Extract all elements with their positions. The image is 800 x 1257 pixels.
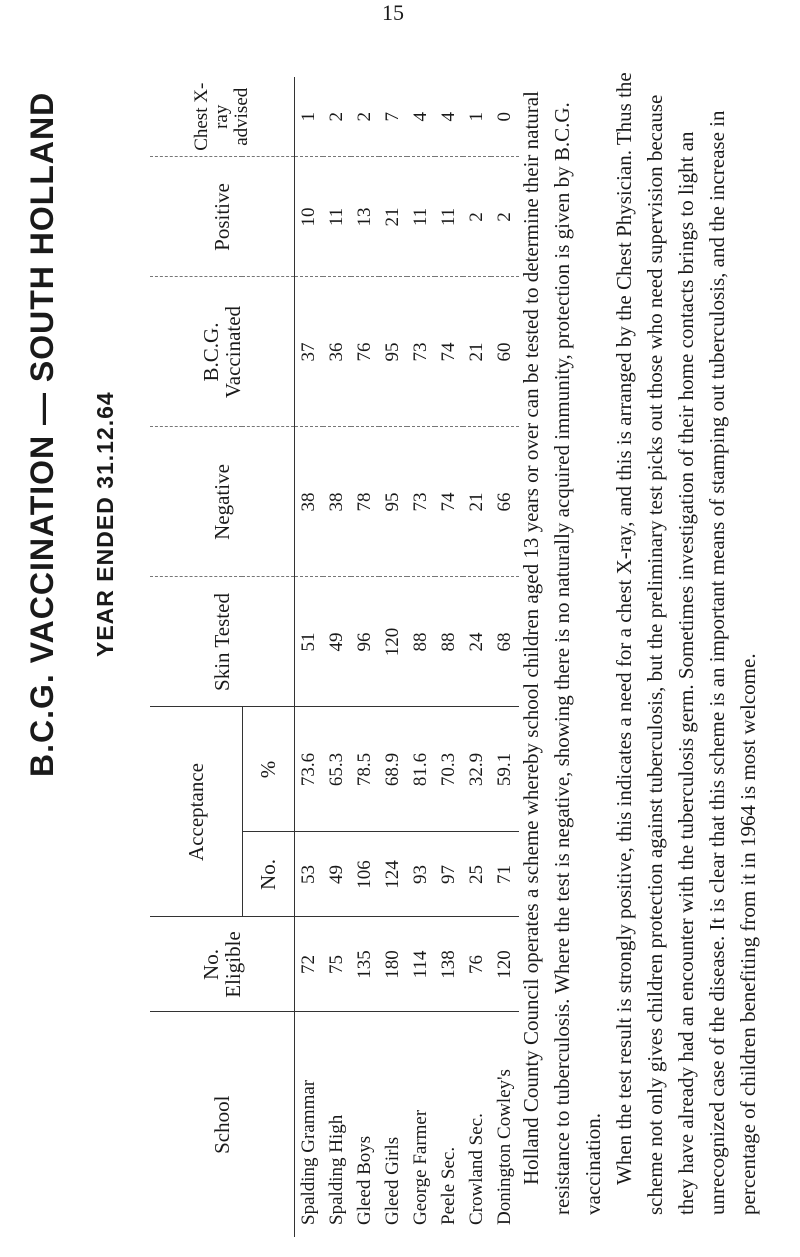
cell-acceptance-no: 49 xyxy=(323,832,351,917)
cell-eligible: 114 xyxy=(407,917,435,1012)
cell-negative: 38 xyxy=(323,427,351,577)
paragraph-scheme: Holland County Council operates a scheme whereby school children aged 13 years or over can be tested to determine their natural resistance to tuberculosis. Where the test is negative, showing there is no naturally acquired immunity, protection is given by B.C.G. vaccination. xyxy=(519,91,605,1215)
col-header-skin-tested: Skin Tested xyxy=(150,577,294,707)
cell-acceptance-no: 25 xyxy=(463,832,491,917)
cell-school: Donington Cowley's xyxy=(491,1012,519,1237)
page-subtitle: YEAR ENDED 31.12.64 xyxy=(92,391,118,657)
cell-positive: 13 xyxy=(351,157,379,277)
cell-xray: 1 xyxy=(465,112,487,122)
cell-bcg: 37 xyxy=(294,277,323,427)
col-header-school: School xyxy=(150,1012,294,1237)
page-title: B.C.G. VACCINATION — SOUTH HOLLAND xyxy=(24,91,60,777)
cell-skin-tested: 88 xyxy=(435,577,463,707)
cell-eligible: 138 xyxy=(435,917,463,1012)
table-row xyxy=(294,77,323,1237)
cell-acceptance-pct: 59.1 xyxy=(491,707,519,832)
col-header-acceptance-pct: % xyxy=(242,707,294,832)
cell-acceptance-pct: 81.6 xyxy=(407,707,435,832)
cell-xray: 2 xyxy=(353,112,375,122)
cell-positive: 11 xyxy=(407,157,435,277)
cell-skin-tested: 51 xyxy=(294,577,323,707)
cell-bcg: 60 xyxy=(491,277,519,427)
vaccination-table xyxy=(150,77,519,1237)
cell-school: Spalding Grammar xyxy=(294,1012,323,1237)
col-header-eligible: No. Eligible xyxy=(150,917,294,1012)
cell-acceptance-pct: 32.9 xyxy=(463,707,491,832)
table-row xyxy=(435,77,463,1237)
cell-acceptance-pct: 70.3 xyxy=(435,707,463,832)
table-row xyxy=(323,77,351,1237)
cell-bcg: 21 xyxy=(463,277,491,427)
col-header-positive: Positive xyxy=(150,157,294,277)
table-row xyxy=(463,77,491,1237)
cell-acceptance-no: 124 xyxy=(379,832,407,917)
cell-eligible: 75 xyxy=(323,917,351,1012)
cell-acceptance-pct: 78.5 xyxy=(351,707,379,832)
cell-acceptance-pct: 68.9 xyxy=(379,707,407,832)
table-row xyxy=(407,77,435,1237)
cell-school: George Farmer xyxy=(407,1012,435,1237)
page-number xyxy=(380,2,406,24)
cell-positive: 21 xyxy=(379,157,407,277)
cell-positive: 2 xyxy=(491,157,519,277)
cell-xray: 7 xyxy=(381,112,403,122)
cell-school: Peele Sec. xyxy=(435,1012,463,1237)
cell-eligible: 180 xyxy=(379,917,407,1012)
cell-bcg: 36 xyxy=(323,277,351,427)
cell-acceptance-no: 97 xyxy=(435,832,463,917)
col-header-negative: Negative xyxy=(150,427,294,577)
cell-xray: 1 xyxy=(297,112,319,122)
col-header-chest-xray: Chest X-ray advised xyxy=(150,77,294,157)
cell-negative: 21 xyxy=(463,427,491,577)
cell-bcg: 73 xyxy=(407,277,435,427)
cell-positive: 11 xyxy=(323,157,351,277)
cell-skin-tested: 120 xyxy=(379,577,407,707)
cell-skin-tested: 24 xyxy=(463,577,491,707)
cell-acceptance-no: 53 xyxy=(294,832,323,917)
page-number-text: 15 xyxy=(382,0,404,25)
cell-eligible: 76 xyxy=(463,917,491,1012)
cell-negative: 74 xyxy=(435,427,463,577)
cell-school: Gleed Girls xyxy=(379,1012,407,1237)
cell-xray: 0 xyxy=(493,112,515,122)
cell-school: Spalding High xyxy=(323,1012,351,1237)
cell-positive: 2 xyxy=(463,157,491,277)
cell-xray: 4 xyxy=(409,112,431,122)
cell-acceptance-pct: 73.6 xyxy=(294,707,323,832)
cell-skin-tested: 68 xyxy=(491,577,519,707)
cell-school: Gleed Boys xyxy=(351,1012,379,1237)
cell-acceptance-no: 93 xyxy=(407,832,435,917)
table-row xyxy=(351,77,379,1237)
cell-bcg: 74 xyxy=(435,277,463,427)
cell-xray: 2 xyxy=(325,112,347,122)
cell-positive: 10 xyxy=(294,157,323,277)
cell-skin-tested: 49 xyxy=(323,577,351,707)
table-row xyxy=(379,77,407,1237)
cell-bcg: 95 xyxy=(379,277,407,427)
col-header-acceptance-no: No. xyxy=(242,832,294,917)
col-header-acceptance: Acceptance xyxy=(150,707,242,917)
cell-acceptance-no: 71 xyxy=(491,832,519,917)
cell-eligible: 120 xyxy=(491,917,519,1012)
cell-skin-tested: 88 xyxy=(407,577,435,707)
cell-negative: 78 xyxy=(351,427,379,577)
cell-xray: 4 xyxy=(437,112,459,122)
cell-negative: 38 xyxy=(294,427,323,577)
cell-eligible: 135 xyxy=(351,917,379,1012)
cell-school: Crowland Sec. xyxy=(463,1012,491,1237)
cell-negative: 66 xyxy=(491,427,519,577)
cell-positive: 11 xyxy=(435,157,463,277)
cell-negative: 95 xyxy=(379,427,407,577)
cell-acceptance-pct: 65.3 xyxy=(323,707,351,832)
cell-acceptance-no: 106 xyxy=(351,832,379,917)
paragraph-positive-result: When the test result is strongly positive, this indicates a need for a chest X-ray, and this is arranged by the Chest Physician. Thus the scheme not only gives children protection against tuberculosis, but the preliminary test picks out those who need supervision because they have already had an encounter with the tuberculosis germ. Sometimes investigation of their home contacts brings to light an unrecognized case of the disease. It is clear that this scheme is an important means of stamping out tuberculosis, and the increase in percentage of children benefiting from it in 1964 is most welcome. xyxy=(612,72,760,1215)
cell-eligible: 72 xyxy=(294,917,323,1012)
table-row xyxy=(491,77,519,1237)
col-header-bcg-vaccinated: B.C.G. Vaccinated xyxy=(150,277,294,427)
cell-bcg: 76 xyxy=(351,277,379,427)
cell-skin-tested: 96 xyxy=(351,577,379,707)
cell-negative: 73 xyxy=(407,427,435,577)
